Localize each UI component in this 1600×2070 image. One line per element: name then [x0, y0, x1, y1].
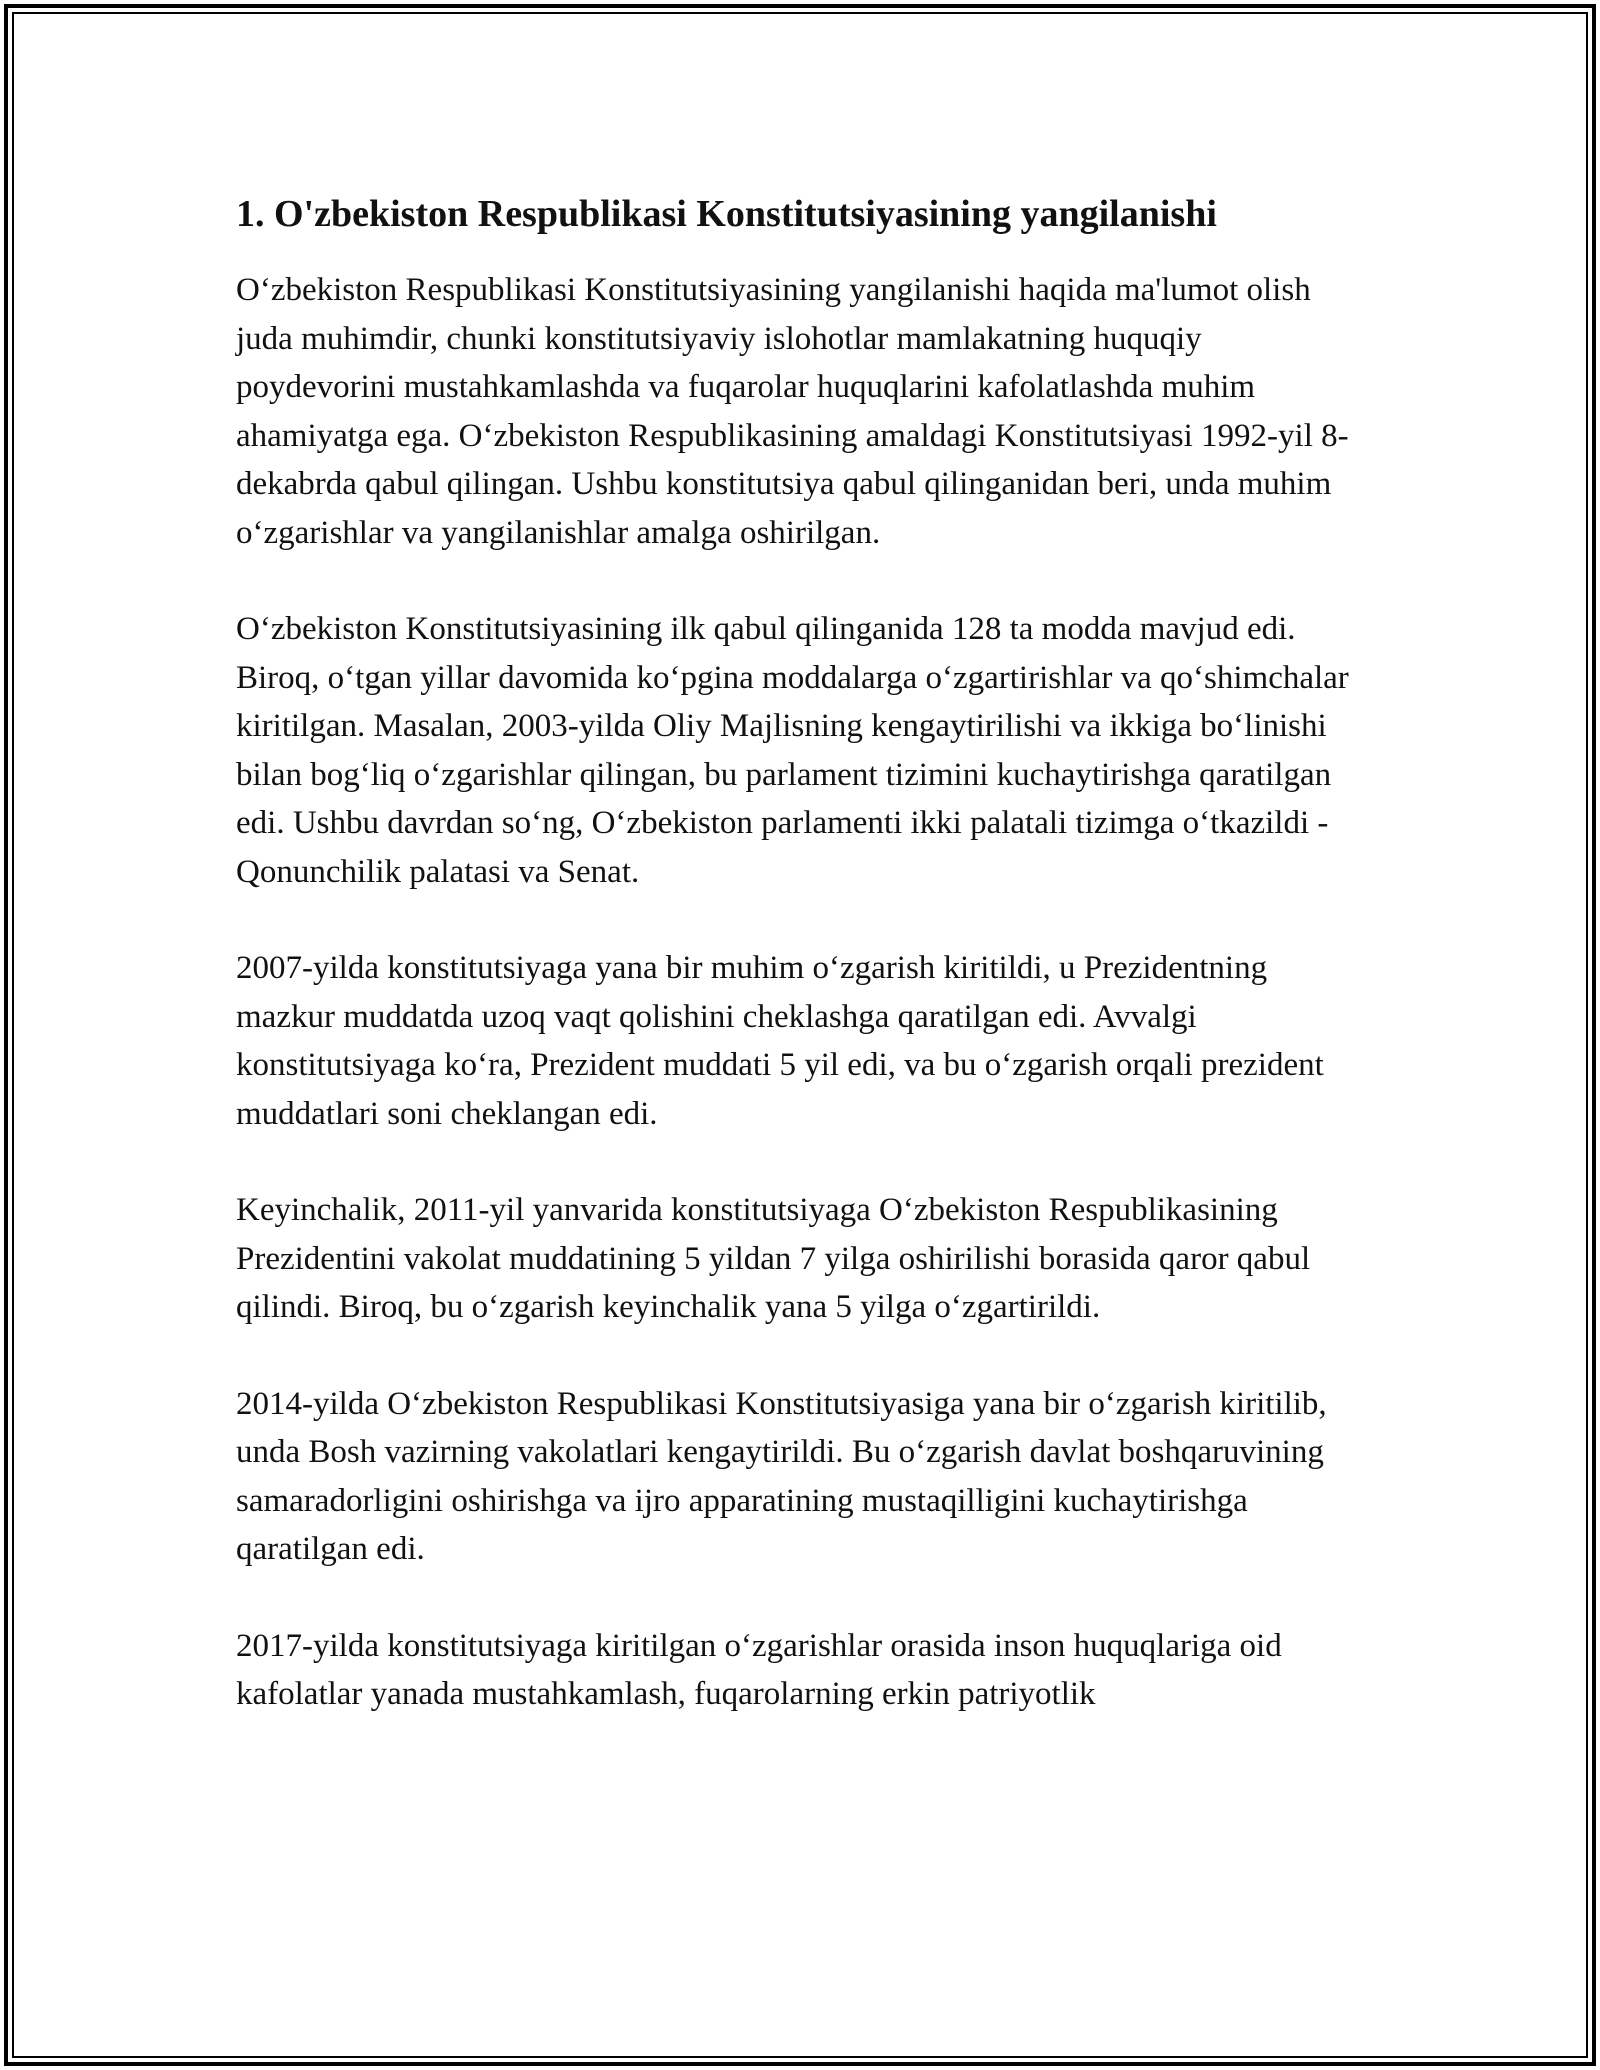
- document-title: 1. O'zbekiston Respublikasi Konstitutsiyasining yangilanishi: [236, 193, 1217, 235]
- paragraph-6: 2017-yilda konstitutsiyaga kiritilgan o‘zgarishlar orasida inson huquqlariga oid kafolatlar yanada mustahkamlash, fuqarolarning erkin patriyotlik: [236, 1627, 1282, 1712]
- paragraph-3: 2007-yilda konstitutsiyaga yana bir muhim o‘zgarish kiritildi, u Prezidentning mazkur muddatda uzoq vaqt qolishini cheklashga qaratilgan edi. Avvalgi konstitutsiyaga ko‘ra, Prezident muddati 5 yil edi, va bu o‘zgarish orqali prezident muddatlari soni cheklangan edi.: [236, 950, 1324, 1132]
- paragraph-1: O‘zbekiston Respublikasi Konstitutsiyasining yangilanishi haqida ma'lumot olish juda muhimdir, chunki konstitutsiyaviy islohotlar mamlakatning huquqiy poydevorini mustahkamlashda va fuqarolar huquqlarini kafolatlashda muhim ahamiyatga ega. O‘zbekiston Respublikasining amaldagi Konstitutsiyasi 1992-yil 8-dekabrda qabul qilingan. Ushbu konstitutsiya qabul qilinganidan beri, unda muhim o‘zgarishlar va yangilanishlar amalga oshirilgan.: [236, 272, 1349, 551]
- paragraph-4: Keyinchalik, 2011-yil yanvarida konstitutsiyaga O‘zbekiston Respublikasining Prezidentini vakolat muddatining 5 yildan 7 yilga oshirilishi borasida qaror qabul qilindi. Biroq, bu o‘zgarish keyinchalik yana 5 yilga o‘zgartirildi.: [236, 1192, 1311, 1325]
- paragraph-5: 2014-yilda O‘zbekiston Respublikasi Konstitutsiyasiga yana bir o‘zgarish kiritilib, unda Bosh vazirning vakolatlari kengaytirildi. Bu o‘zgarish davlat boshqaruvining samaradorligini oshirishga va ijro apparatining mustaqilligini kuchaytirishga qaratilgan edi.: [236, 1385, 1327, 1567]
- document-body: [236, 188, 1364, 1767]
- paragraph-2: O‘zbekiston Konstitutsiyasining ilk qabul qilinganida 128 ta modda mavjud edi. Biroq, o‘tgan yillar davomida ko‘pgina moddalarga o‘zgartirishlar va qo‘shimchalar kiritilgan. Masalan, 2003-yilda Oliy Majlisning kengaytirilishi va ikkiga bo‘linishi bilan bog‘liq o‘zgarishlar qilingan, bu parlament tizimini kuchaytirishga qaratilgan edi. Ushbu davrdan so‘ng, O‘zbekiston parlamenti ikki palatali tizimga o‘tkazildi - Qonunchilik palatasi va Senat.: [236, 611, 1349, 890]
